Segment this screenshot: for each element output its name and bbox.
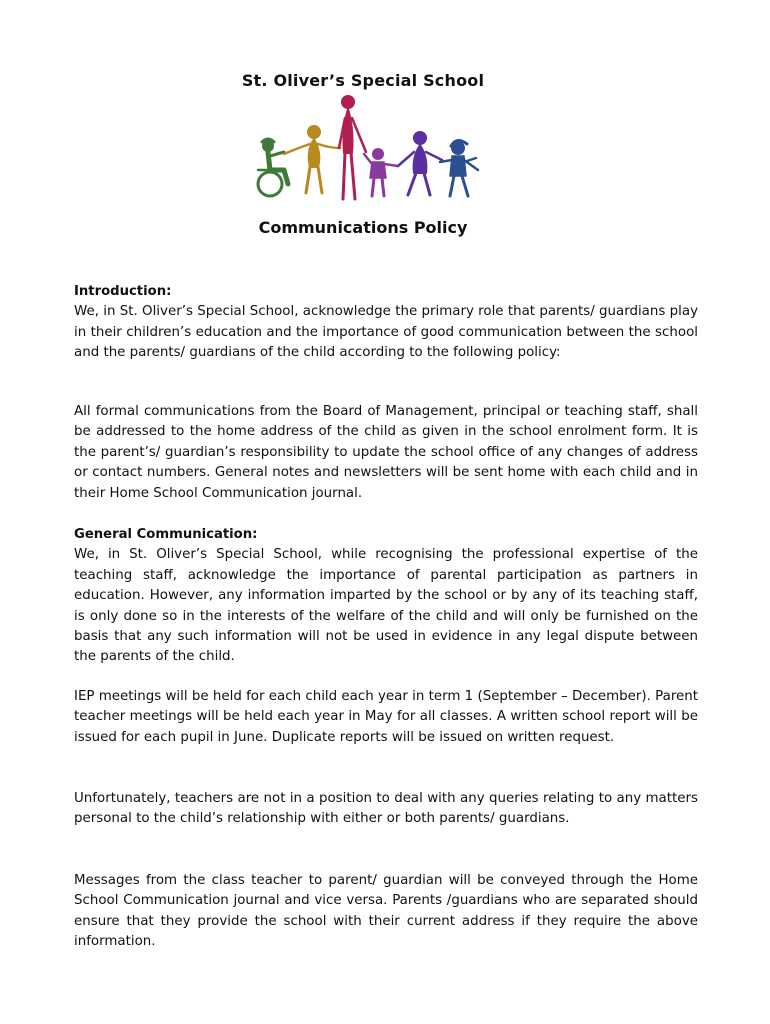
formal-communications-section <box>74 402 698 504</box>
personal-queries-paragraph: Unfortunately, teachers are not in a position to deal with any queries relating to any matters personal to the child’s relationship with either or both parents/ guardians. <box>74 791 698 827</box>
introduction-paragraph: We, in St. Oliver’s Special School, acknowledge the primary role that parents/ guardians play in their children’s education and the importance of good communication between the school and the parents/ guardians of the child according to the following policy: <box>74 304 698 361</box>
general-communication-paragraph: We, in St. Oliver’s Special School, while recognising the professional expertise of the teaching staff, acknowledge the importance of parental participation as partners in education. However, any information imparted by the school or by any of its teaching staff, is only done so in the interests of the welfare of the child and will only be furnished on the basis that any such information will not be used in evidence in any legal dispute between the parents of the child. <box>74 547 698 665</box>
general-communication-heading: General Communication: <box>74 527 258 542</box>
messages-section <box>74 871 698 953</box>
introduction-section <box>74 282 698 364</box>
child-figure-3 <box>364 148 398 196</box>
introduction-heading: Introduction: <box>74 284 172 299</box>
child-figure-5 <box>440 140 478 196</box>
document-title: Communications Policy <box>258 218 468 237</box>
messages-paragraph: Messages from the class teacher to parent/ guardian will be conveyed through the Home School Communication journal and vice versa. Parents /guardians who are separated should ensure that they provide the school with their current address if they require the above information. <box>74 873 698 950</box>
general-communication-section <box>74 525 698 668</box>
school-name: St. Oliver’s Special School <box>241 71 485 90</box>
iep-meetings-section <box>74 687 698 748</box>
children-holding-hands-icon <box>252 92 484 208</box>
adult-figure <box>339 95 366 199</box>
personal-queries-section <box>74 789 698 830</box>
child-figure-2 <box>284 125 340 193</box>
child-figure-4 <box>398 131 442 195</box>
iep-meetings-paragraph: IEP meetings will be held for each child each year in term 1 (September – December). Parent teacher meetings will be held each year in May for all classes. A written school report will be issued for each pupil in June. Duplicate reports will be issued on written request. <box>74 689 698 745</box>
formal-communications-paragraph: All formal communications from the Board of Management, principal or teaching staff, shall be addressed to the home address of the child as given in the school enrolment form. It is the parent’s/ guardian’s responsibility to update the school office of any changes of address or contact numbers. General notes and newsletters will be sent home with each child and in their Home School Communication journal. <box>74 404 698 501</box>
wheelchair-child-figure <box>258 139 288 196</box>
